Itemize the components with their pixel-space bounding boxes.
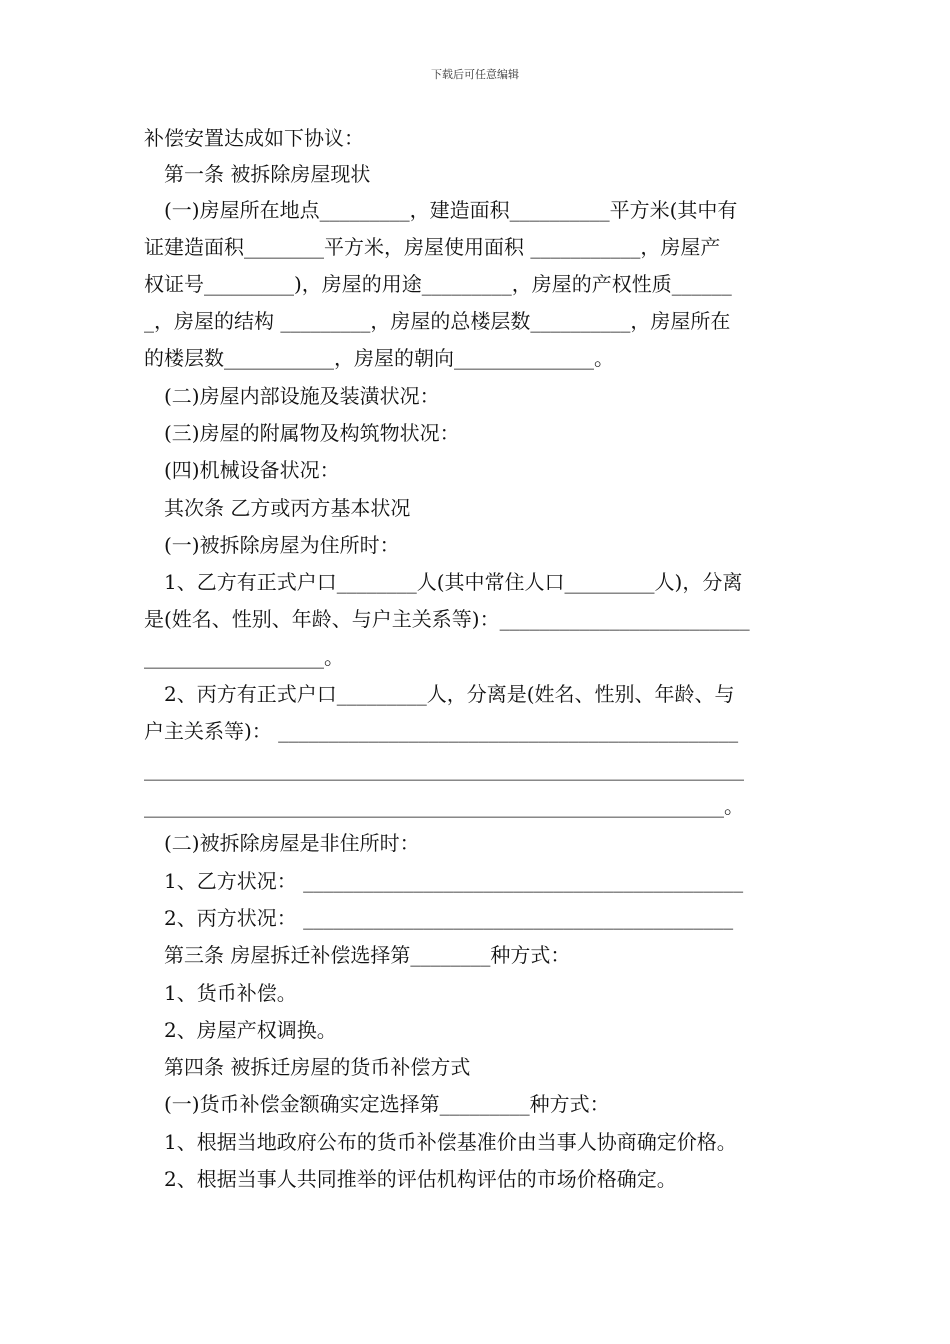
paragraph-line: _，房屋的结构 _________，房屋的总楼层数__________，房屋所在 bbox=[144, 309, 731, 333]
paragraph-line: 证建造面积________平方米，房屋使用面积 ___________，房屋产 bbox=[144, 235, 721, 259]
paragraph-line: (一)房屋所在地点_________，建造面积__________平方米(其中有 bbox=[164, 198, 738, 222]
paragraph-line: ____________________________________________________________ bbox=[144, 757, 744, 781]
paragraph-line: 2、丙方状况： ___________________________________________ bbox=[164, 906, 734, 930]
page-header: 下载后可任意编辑 bbox=[431, 68, 519, 81]
paragraph-line: (二)房屋内部设施及装潢状况： bbox=[164, 384, 440, 408]
paragraph-line: (二)被拆除房屋是非住所时： bbox=[164, 831, 420, 855]
section-title: 其次条 乙方或丙方基本状况 bbox=[164, 496, 411, 520]
paragraph-line: __________________________________________________________。 bbox=[144, 794, 744, 818]
paragraph-line: __________________。 bbox=[144, 645, 344, 669]
paragraph-line: 是(姓名、性别、年龄、与户主关系等)：_________________________ bbox=[144, 607, 750, 631]
paragraph-line: 权证号_________)，房屋的用途_________，房屋的产权性质______ bbox=[144, 272, 732, 296]
paragraph-line: 的楼层数___________，房屋的朝向______________。 bbox=[144, 346, 614, 370]
section-title: 第一条 被拆除房屋现状 bbox=[164, 162, 371, 186]
paragraph-line: 2、房屋产权调换。 bbox=[164, 1018, 337, 1042]
paragraph-line: 1、乙方状况： ____________________________________________ bbox=[164, 869, 744, 893]
section-title: 第四条 被拆迁房屋的货币补偿方式 bbox=[164, 1055, 471, 1079]
paragraph-line: 1、根据当地政府公布的货币补偿基准价由当事人协商确定价格。 bbox=[164, 1130, 737, 1154]
paragraph-line: (四)机械设备状况： bbox=[164, 458, 340, 482]
section-title: 第三条 房屋拆迁补偿选择第________种方式： bbox=[164, 943, 571, 967]
paragraph-line: (三)房屋的附属物及构筑物状况： bbox=[164, 421, 460, 445]
paragraph-line: 1、乙方有正式户口________人(其中常住人口_________人)，分离 bbox=[164, 570, 743, 594]
paragraph-line: 2、根据当事人共同推举的评估机构评估的市场价格确定。 bbox=[164, 1167, 677, 1191]
paragraph-line: (一)货币补偿金额确实定选择第_________种方式： bbox=[164, 1092, 610, 1116]
paragraph-line: (一)被拆除房屋为住所时： bbox=[164, 533, 400, 557]
paragraph-line: 户主关系等)： ______________________________________________ bbox=[144, 719, 739, 743]
paragraph-line: 2、丙方有正式户口_________人，分离是(姓名、性别、年龄、与 bbox=[164, 682, 735, 706]
paragraph-line: 1、货币补偿。 bbox=[164, 981, 297, 1005]
paragraph-line: 补偿安置达成如下协议： bbox=[144, 126, 364, 150]
